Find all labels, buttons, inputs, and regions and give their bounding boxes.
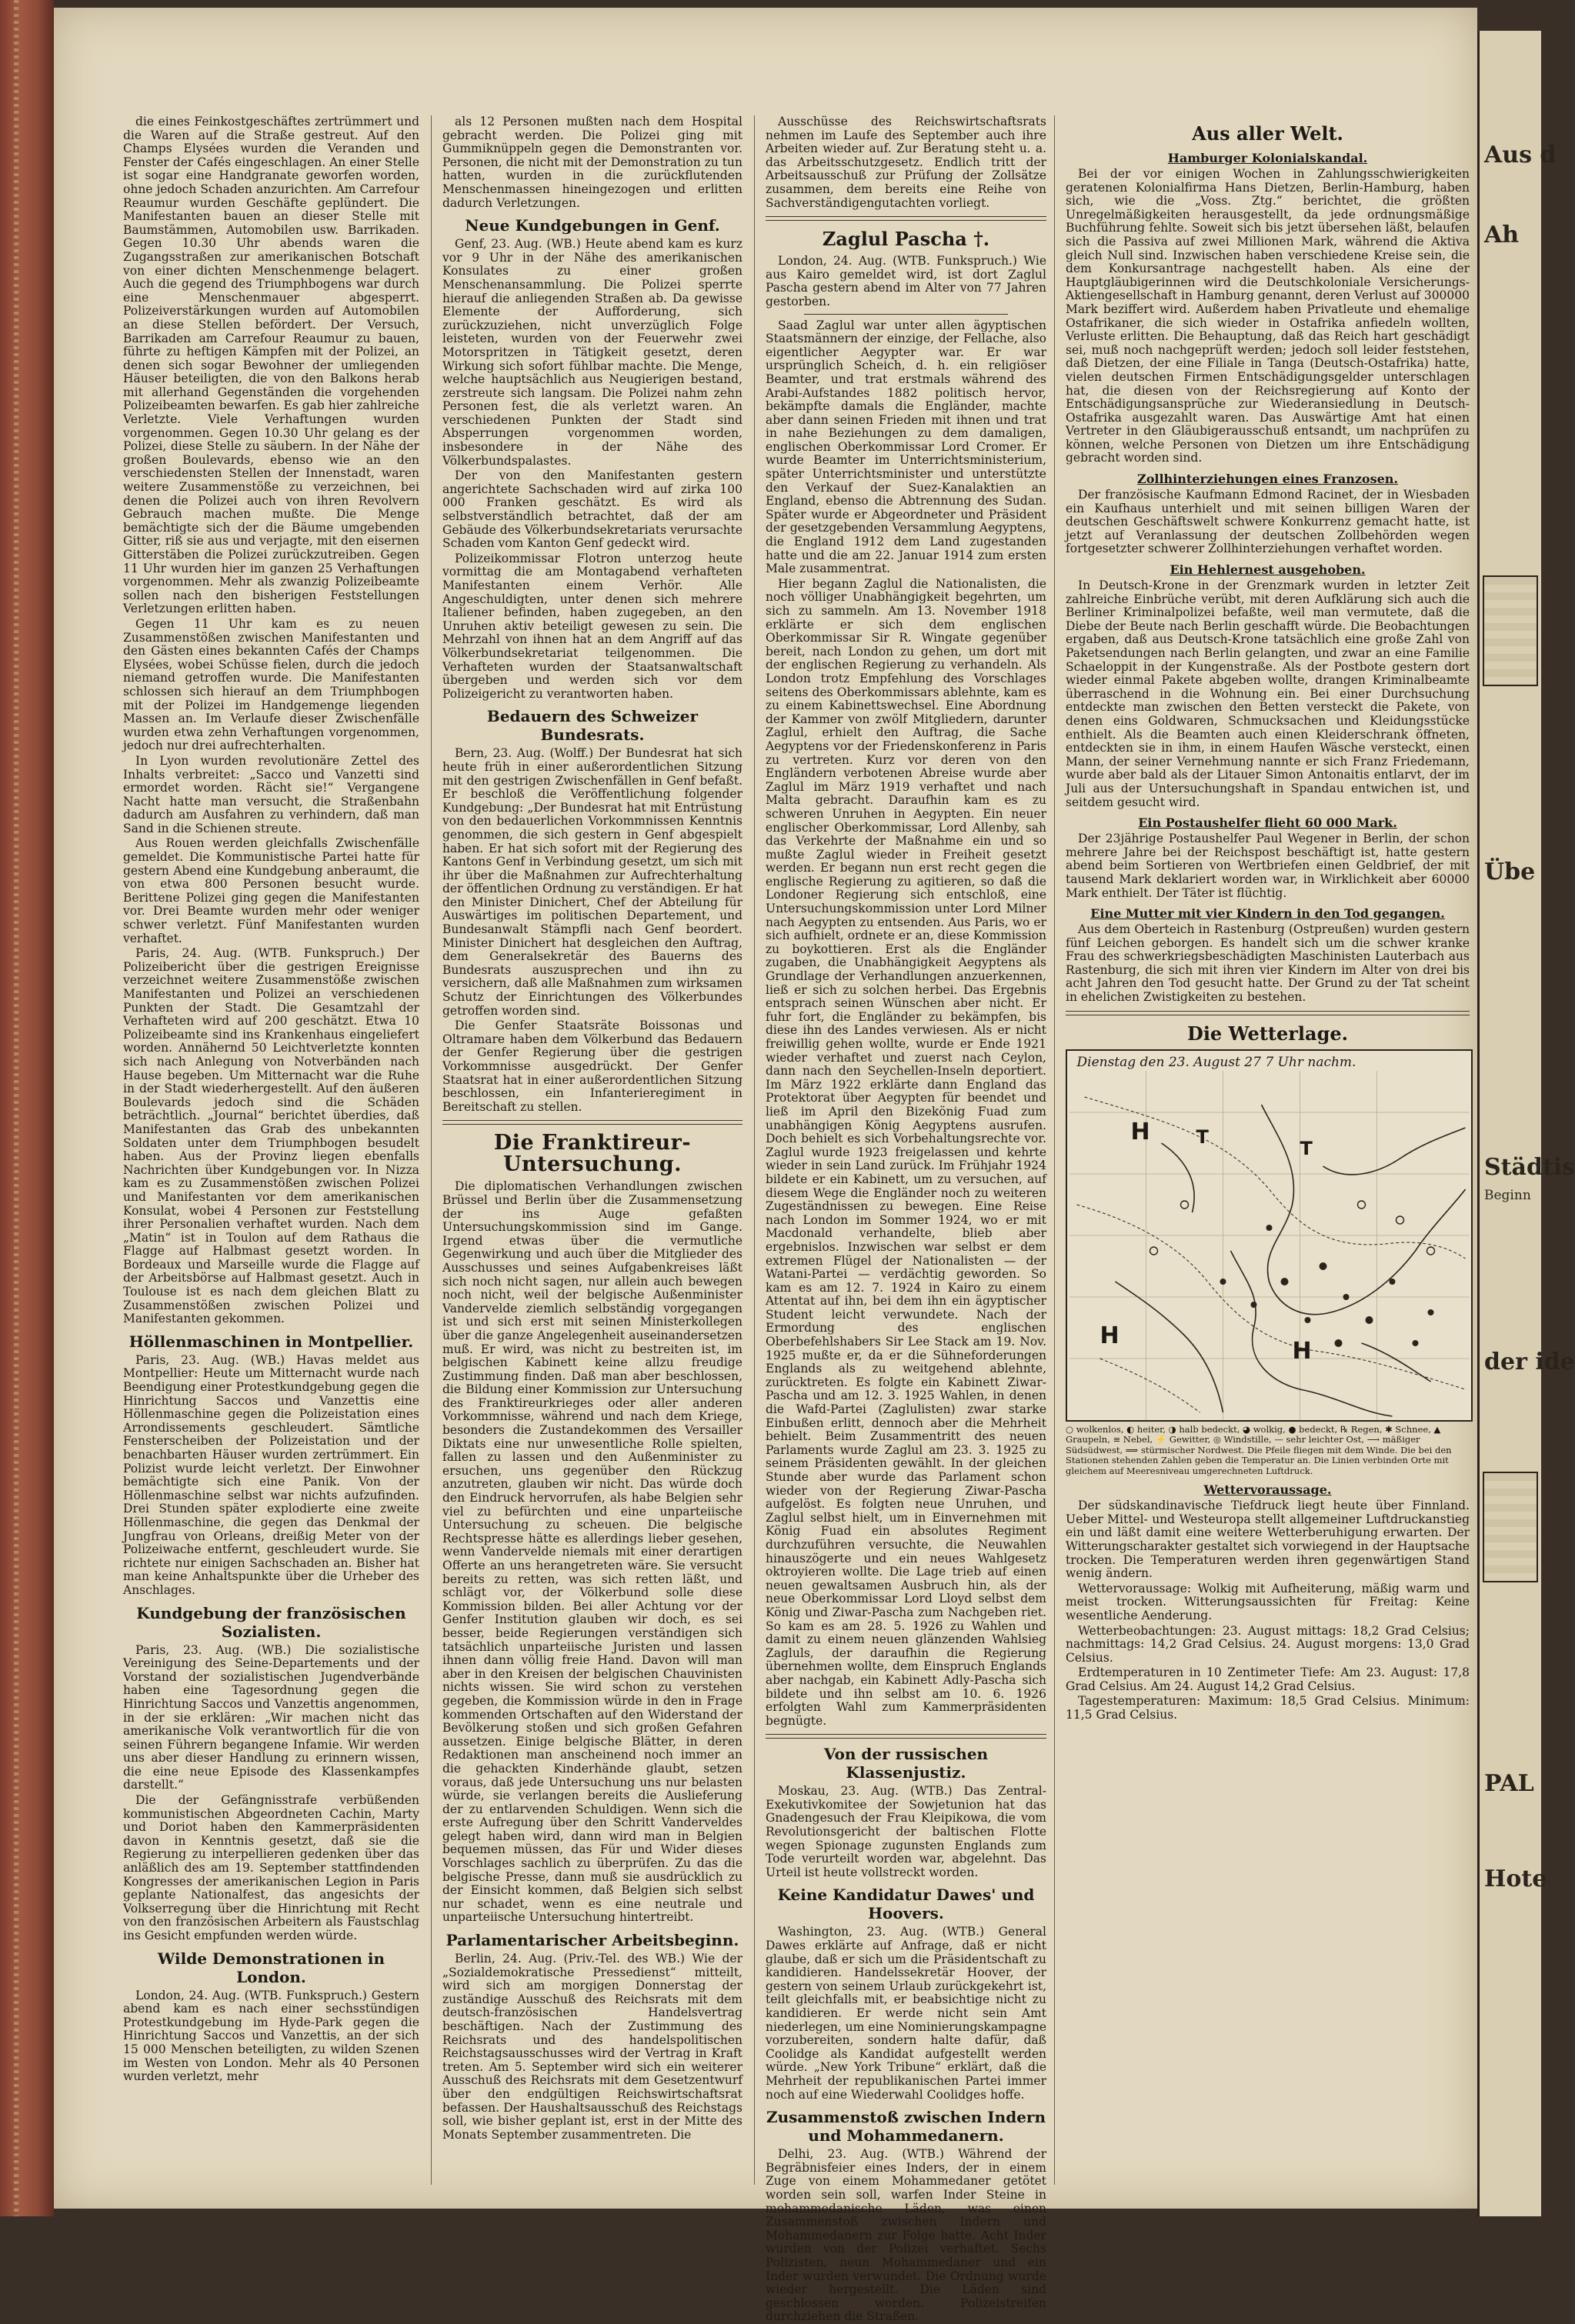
column-rule bbox=[754, 115, 755, 2185]
article-paragraph: Der 23jährige Postaushelfer Paul Wegener in Berlin, der schon mehrere Jahre bei der Reichspost beschäftigt ist, hatte gestern abend beim Sortieren von Wertbriefen einen Geldbrief, der mit tausend Mark deklariert worden war, in Wirklichkeit aber 60000 Mark enthielt. Der Täter ist flüchtig. bbox=[1066, 832, 1470, 900]
article-paragraph: Die diplomatischen Verhandlungen zwischen Brüssel und Berlin über die Zusammensetzung der ins Auge gefaßten Untersuchungskommission sind im Gange. Irgend etwas über die vermutliche Gegenwirkung und auch über die Mitglieder des Ausschusses und seines Aufgabenkreises läßt sich noch nicht sagen, nur allein auch bewegen noch nicht, weil der belgische Außenminister Vandervelde ziemlich selbständig vorgegangen ist und sich erst mit seinen Ministerkollegen über die ganze Angelegenheit auseinandersetzen muß. Er wird, was nicht zu bestreiten ist, im belgischen Kabinett keine allzu freudige Zustimmung finden. Daß man aber beschlossen, die Bildung einer Kommission zur Untersuchung des Franktireurkrieges oder aller anderen Vorkommnisse, während und nach dem Kriege, besonders die Zustandekommen des Versailler Diktats eine nur unwesentliche Rolle spielten, fallen zu lassen und den Außenminister zu ersuchen, uns gegenüber den Rückzug anzutreten, glauben wir nicht. Das würde doch den Eindruck hervorrufen, als habe Belgien sehr viel zu befürchten und eine unparteiische Untersuchung zu scheuen. Die belgische Rechtspresse hätte es allerdings lieber gesehen, wenn Vandervelde niemals mit einer derartigen Offerte an uns herangetreten wäre. Sie versucht bereits zu retten, was sich retten läßt, und schlägt vor, der Völkerbund solle diese Kommission bilden. Bei aller Achtung vor der Genfer Institution glauben wir doch, es sei besser, beide Regierungen verständigen sich tatsächlich unparteiische Juristen und lassen ihnen dann völlig freie Hand. Davon will man aber in den Kreisen der belgischen Chauvinisten nichts wissen. Sie wird schon zu verstehen gegeben, die Kommission würde in den in Frage kommenden Ortschaften auf den Widerstand der Bevölkerung stoßen und sich großen Gefahren aussetzen. Einige belgische Blätter, in deren Redaktionen man anscheinend noch immer an die gehackten Kinderhände glaubt, setzen voraus, daß jede Untersuchung uns nur belasten würde, sie verlangen bereits die Auslieferung der zu entlarvenden Schuldigen. Wenn sich die erste Aufregung über den Schritt Vanderveldes gelegt haben wird, dann wird man in Belgien bequemen müssen, das Für und Wider dieses Vorschlages sachlich zu überprüfen. Zu das die belgische Presse, dann muß sie ausdrücklich zu der Einsicht kommen, daß Belgien sich selbst nur schadet, wenn es eine neutrale und unparteiische Untersuchung hintertreibt. bbox=[442, 1179, 742, 1925]
column-2 bbox=[442, 115, 742, 2192]
article-paragraph: Delhi, 23. Aug. (WTB.) Während der Begräbnisfeier eines Inders, der in einem Zuge von einem Mohammedaner getötet worden sein soll, warfen Inder Steine in mohammedanische Läden, was einen Zusammenstoß zwischen Indern und Mohammedanern zur Folge hatte. Acht Inder wurden von der Polizei verhaftet. Sechs Polizisten, neun Mohammedaner und ein Inder wurden verwundet. Die Ordnung wurde wieder hergestellt. Die Läden sind geschlossen worden. Polizeistreifen durchziehen die Straßen. bbox=[766, 2147, 1046, 2324]
headline: Zaglul Pascha †. bbox=[822, 228, 990, 251]
subheadline: Ein Hehlernest ausgehoben. bbox=[1170, 562, 1366, 578]
fragment-text: Hote bbox=[1484, 1866, 1547, 1892]
headline: Von der russischen Klassenjustiz. bbox=[823, 1745, 989, 1782]
article-paragraph: Wettervoraussage: Wolkig mit Aufheiterung, mäßig warm und meist trocken. Witterungsaussichten für Freitag: Keine wesentliche Aenderung. bbox=[1066, 1581, 1470, 1622]
article-paragraph: Die Genfer Staatsräte Boissonas und Oltramare haben dem Völkerbund das Bedauern der Genfer Regierung über die gestrigen Vorkommnisse ausgedrückt. Der Genfer Staatsrat hat in einer außerordentlichen Sitzung beschlossen, ein Infanterieregiment in Bereitschaft zu stellen. bbox=[442, 1019, 742, 1114]
article-paragraph: Saad Zaglul war unter allen ägyptischen Staatsmännern der einzige, der Fellache, also eigentlicher Aegypter war. Er war ursprünglich Scheich, d. h. ein religiöser Beamter, und trat erstmals während des Arabi-Aufstandes 1882 politisch hervor, bekämpfte damals die Engländer, machte aber dann seinen Frieden mit ihnen und trat in nahe Beziehungen zu dem damaligen, englischen Oberkommissar Lord Cromer. Er wurde Beamter im Unterrichtsministerium, später Unterrichtsminister und unterstützte den Verkauf der Suez-Kanalaktien an England, ebenso die Abtrennung des Sudan. Später wurde er Abgeordneter und Präsident der gesetzgebenden Versammlung Aegyptens, die England 1912 dem Land zugestanden hatte und die am 22. Januar 1914 zum ersten Male zusammentrat. bbox=[766, 318, 1046, 576]
article-paragraph: Moskau, 23. Aug. (WTB.) Das Zentral-Exekutivkomitee der Sowjetunion hat das Gnadengesuch der Frau Kleipikowa, die vom Revolutionsgericht der baltischen Flotte wegen Spionage zugunsten Englands zum Tode verurteilt worden war, abgelehnt. Das Urteil ist heute vollstreckt worden. bbox=[766, 1784, 1046, 1879]
divider bbox=[804, 314, 1008, 315]
fragment-text: Übe bbox=[1484, 859, 1536, 885]
map-low-marker: T bbox=[1196, 1125, 1209, 1148]
article-paragraph: Paris, 23. Aug. (WB.) Die sozialistische Vereinigung des Seine-Departements und der Vorstand der sozialistischen Jugendverbände haben eine Tagesordnung gegen die Hinrichtung Saccos und Vanzettis angenommen, in der sie erklären: „Wir machen nicht das amerikanische Volk verantwortlich für die von seinen Führern begangene Infamie. Wir werden uns aber dieser Handlung zu erinnern wissen, die eine neue Episode des Klassenkampfes darstellt.“ bbox=[123, 1642, 419, 1792]
article-paragraph: Der südskandinavische Tiefdruck liegt heute über Finnland. Ueber Mittel- und Westeuropa stellt allgemeiner Luftdruckanstieg ein und läßt damit eine weitere Wetterberuhigung erwarten. Der Witterungscharakter gestaltet sich vorwiegend in der Hauptsache trocken. Die Temperaturen werden ihren gegenwärtigen Stand wenig ändern. bbox=[1066, 1499, 1470, 1581]
section-divider bbox=[1066, 1011, 1470, 1015]
headline: Wilde Demonstrationen in London. bbox=[157, 1949, 385, 1986]
article-paragraph: Hier begann Zaglul die Nationalisten, die noch völliger Unabhängigkeit begehrten, um sich zu sammeln. Am 13. November 1918 erklärte er sich dem englischen Oberkommissar Sir R. Wingate gegenüber bereit, nach London zu gehen, um dort mit der englischen Regierung zu verhandeln. Als London trotz Empfehlung des Vorschlages seitens des Oberkommissars ablehnte, kam es zu einem Kabinettswechsel. Eine Abordnung der Kammer von zwölf Mitgliedern, darunter Zaglul, erhielt den Auftrag, die Sache Aegyptens vor der Friedenskonferenz in Paris zu vertreten. Kurz vor deren von den Engländern verbotenen Abreise wurde aber Zaglul im März 1919 verhaftet und nach Malta gebracht. Daraufhin kam es zu schweren Unruhen in Aegypten. Ein neuer englischer Oberkommissar, Lord Allenby, sah das Verkehrte der Maßnahme ein und so mußte Zaglul wieder in Freiheit gesetzt werden. Er begann nun erst recht gegen die englische Regierung zu agitieren, so daß die Londoner Regierung sich entschloß, eine Untersuchungskommission unter Lord Milner nach Aegypten zu entsenden. Aus Paris, wo er sich aufhielt, ordnete er an, diese Kommission zu boykottieren. Erst als die Engländer zugaben, die Unabhängigkeit Aegyptens als Grundlage der Verhandlungen anzuerkennen, ließ er sich zu solchen herbei. Das Ergebnis entsprach seinen Wünschen aber nicht. Er fuhr fort, die Engländer zu bekämpfen, bis diese ihn des Landes verwiesen. Als er nicht freiwillig gehen wollte, wurde er Ende 1921 wieder verhaftet und zuerst nach Ceylon, dann nach den Seychellen-Inseln deportiert. Im März 1922 erklärte dann England das Protektorat über Aegypten für beendet und ließ im April den Bizekönig Fuad zum unabhängigen König Aegyptens ausrufen. Doch behielt es sich Vorbehaltungsrechte vor. Zaglul wurde 1923 freigelassen und kehrte wieder in sein Land zurück. Im Frühjahr 1924 bildete er ein Kabinett, um zu versuchen, auf diesem Wege die Engländer noch zu weiteren Zugeständnissen zu bewegen. Eine Reise nach London im Sommer 1924, wo er mit Macdonald verhandelte, blieb aber ergebnislos. Inzwischen war selbst er dem extremen Flügel der Nationalisten — der Watani-Partei — verdächtig geworden. So kam es am 12. 7. 1924 in Kairo zu einem Attentat auf ihn, bei dem ihn ein ägyptischer Student leicht verwundete. Nach der Ermordung des englischen Oberbefehlshabers Sir Lee Stack am 19. Nov. 1925 mußte er, da er die Sühneforderungen Englands als zu weitgehend ablehnte, zurücktreten. Es folgte ein Kabinett Ziwar-Pascha und am 12. 3. 1925 Wahlen, in denen die Wafd-Partei (Zaglulisten) zwar starke Einbußen erlitt, dennoch aber die Mehrheit behielt. Beim Zusammentritt des neuen Parlaments wurde Zaglul am 23. 3. 1925 zu seinem Präsidenten gewählt. In der gleichen Stunde aber wurde das Parlament schon wieder von der Regierung Ziwar-Pascha aufgelöst. Es folgten neue Unruhen, und Zaglul selbst hielt, um in Einvernehmen mit König Fuad ein absolutes Regiment durchzuführen versuchte, die Neuwahlen hinauszögerte und ein neues Wahlgesetz oktroyieren wollte. Die Lage trieb auf einen neuen gewaltsamen Ausbruch hin, als der neue Oberkommissar Lord Lloyd selbst dem König und Ziwar-Pascha zum Nachgeben riet. So kam es am 28. 5. 1926 zu Wahlen und damit zu einem neuen glänzenden Wahlsieg Zagluls, der daraufhin die Regierung übernehmen wollte, dem Einspruch Englands aber nachgab, ein Kabinett Adly-Pascha sich bildete und ihn selbst am 10. 6. 1926 erfolgten Wahl zum Kammerpräsidenten begnügte. bbox=[766, 576, 1046, 1728]
column-4 bbox=[1066, 115, 1470, 2192]
column-3 bbox=[766, 115, 1046, 2324]
adjacent-page-edge bbox=[1477, 31, 1575, 2216]
article-paragraph: Paris, 23. Aug. (WB.) Havas meldet aus Montpellier: Heute um Mitternacht wurde nach Beendigung einer Protestkundgebung gegen die Hinrichtung Saccos und Vanzettis eine Höllenmaschine gegen die Polizeistation eines Arrondissements geschleudert. Sämtliche Fensterscheiben der Polizeistation und der benachbarten Häuser wurden zertrümmert. Ein Polizist wurde leicht verletzt. Der Einwohner bemächtigte sich eine Panik. Von der Höllenmaschine selbst war nichts aufzufinden. Drei Stunden später explodierte eine zweite Höllenmaschine, die gegen das Denkmal der Jungfrau von Orleans, dreißig Meter von der Polizeiwache entfernt, geschleudert wurde. Sie richtete nur einigen Sachschaden an. Bisher hat man keine Anhaltspunkte über die Urheber des Anschlages. bbox=[123, 1352, 419, 1597]
article-paragraph: die eines Feinkostgeschäftes zertrümmert und die Waren auf die Straße gestreut. Auf den Champs Elysées wurden die Veranden und Fenster der Cafés eingeschlagen. An einer Stelle ist sogar eine Handgranate geworfen worden, ohne jedoch Schaden anzurichten. Am Carrefour Reaumur wurden Geschäfte geplündert. Die Manifestanten bauen an dieser Stelle mit Baumstämmen, Automobilen usw. Barrikaden. Gegen 10.30 Uhr abends waren die Zugangsstraßen zur amerikanischen Botschaft von einer dichten Menschenmenge belagert. Auch die gegend des Triumphbogens war durch eine Menschenmauer abgesperrt. Polizeiverstärkungen wurden auf Automobilen an diese Stellen befördert. Der Versuch, Barrikaden am Carrefour Reaumur zu bauen, führte zu heftigen Kämpfen mit der Polizei, an denen sich sogar Bewohner der umliegenden Häuser beteiligten, die von den Balkons herab mit allerhand Gegenständen die vorgehenden Polizeibeamten bewarfen. Es gab hier zahlreiche Verletzte. Viele Verhaftungen wurden vorgenommen. Gegen 10.30 Uhr gelang es der Polizei, diese Stelle zu säubern. In der Nähe der großen Boulevards, ebenso wie an den verschiedensten Stellen der Innenstadt, waren weitere Zusammenstöße zu verzeichnen, bei denen die Polizei auch von ihren Revolvern Gebrauch machen mußte. Die Menge bemächtigte sich der die Bäume umgebenden Gitter, riß sie aus und verjagte, mit den eisernen Gitterstäben die Polizei zurückzutreiben. Gegen 11 Uhr wurden hier im ganzen 25 Verhaftungen vorgenommen. Mehr als zwanzig Polizeibeamte sollen nach den bisherigen Feststellungen Verletzungen erlitten haben. bbox=[123, 115, 419, 616]
map-high-marker: H bbox=[1130, 1118, 1150, 1145]
article-paragraph: Paris, 24. Aug. (WTB. Funkspruch.) Der Polizeibericht über die gestrigen Ereignisse verzeichnet weitere Zusammenstöße zwischen Manifestanten und Polizei an verschiedenen Punkten der Stadt. Die Gesamtzahl der Verhafteten wird auf 200 geschätzt. Etwa 10 Polizeibeamte sind ins Krankenhaus eingeliefert worden. Annähernd 50 Leichtverletzte konnten sich nach Anlegung von Notverbänden nach Hause begeben. Um Mitternacht war die Ruhe in der Stadt wiederhergestellt. Auf den äußeren Boulevards jedoch sind die Schäden beträchtlich. „Journal“ berichtet überdies, daß Manifestanten das Grab des unbekannten Soldaten unter dem Triumphbogen besudelt haben. Aus der Provinz liegen ebenfalls Nachrichten über Kundgebungen vor. In Nizza kam es zu Zusammenstößen zwischen Polizei und Manifestanten vor dem amerikanischen Konsulat, wobei 4 Personen zur Feststellung ihrer Personalien verhaftet wurden. Nach dem „Matin“ ist in Toulon auf dem Rathaus die Flagge auf Halbmast gesetzt worden. In Bordeaux und Marseille wurde die Flagge auf der Arbeitsbörse auf Halbmast gesetzt. Auch in Toulouse ist es nach dem gleichen Blatt zu Zusammenstößen zwischen Polizei und Manifestanten gekommen. bbox=[123, 946, 419, 1326]
book-binding bbox=[0, 0, 54, 2216]
fragment-text: Städtis bbox=[1484, 1154, 1575, 1181]
column-rule bbox=[431, 115, 432, 2185]
article-paragraph: als 12 Personen mußten nach dem Hospital gebracht werden. Die Polizei ging mit Gummiknüppeln gegen die Demonstranten vor. Personen, die nicht mit der Demonstration zu tun hatten, wurden in die zurückflutenden Menschenmassen hineingezogen und erlitten dadurch Verletzungen. bbox=[442, 115, 742, 210]
column-rule bbox=[1054, 115, 1055, 2185]
article-paragraph: Der von den Manifestanten gestern angerichtete Sachschaden wird auf zirka 100 000 Franken geschätzt. Es wird als selbstverständlich betrachtet, daß der am Gebäude des Völkerbundsekretariats verursachte Schaden vom Kanton Genf gedeckt wird. bbox=[442, 468, 742, 551]
fragment-text: PAL bbox=[1484, 1770, 1534, 1797]
fragment-text: Aus d bbox=[1484, 142, 1557, 168]
weather-map-drawing bbox=[1067, 1051, 1471, 1420]
article-paragraph: In Deutsch-Krone in der Grenzmark wurden in letzter Zeit zahlreiche Einbrüche verübt, mit deren Aufklärung sich auch die Berliner Kriminalpolizei befaßte, weil man vermutete, daß die Diebe der Beute nach Berlin geschafft würde. Die Beobachtungen ergaben, daß aus Deutsch-Krone tatsächlich eine große Zahl von Paketsendungen nach Berlin gelangten, und zwar an eine Familie Schaeloppit in der Kungenstraße. Als der Postbote gestern dort wieder einmal Pakete abgeben wollte, drangen Kriminalbeamte überraschend in die Wohnung ein. Bei einer Durchsuchung entdeckte man zwischen den Betten versteckt die Pakete, von denen eins Goldwaren, Schmucksachen und Kleidungsstücke enthielt. Als die Beamten auch einen Kleiderschrank öffneten, entdeckten sie in ihm, in einem Haufen Wäsche versteckt, einen Mann, der seiner Vernehmung nannte er sich Franz Friedemann, wurde aber bald als der Litauer Simon Antonaitis entlarvt, der im Juli aus der Untersuchungshaft in Spandau entwichen ist, und seitdem gesucht wird. bbox=[1066, 578, 1470, 809]
article-paragraph: Washington, 23. Aug. (WTB.) General Dawes erklärte auf Anfrage, daß er nicht glaube, daß er sich um die Präsidentschaft zu kandidieren. Handelssekretär Hoover, der gestern von seinem Urlaub zurückgekehrt ist, teilt gleichfalls mit, er beabsichtige nicht zu kandidieren. Er werde nicht sein Amt niederlegen, um eine Nominierungskampagne vorzubereiten, sondern halte dafür, daß Coolidge als Kandidat aufgestellt werden würde. „New York Tribune“ erklärt, daß die Mehrheit der republikanischen Partei immer noch auf eine Wiederwahl Coolidges hoffe. bbox=[766, 1925, 1046, 2102]
article-paragraph: Genf, 23. Aug. (WB.) Heute abend kam es kurz vor 9 Uhr in der Nähe des amerikanischen Konsulates zu einer großen Menschenansammlung. Die Polizei sperrte hierauf die anliegenden Straßen ab. Da gewisse Elemente der Aufforderung, sich zurückzuziehen, nicht unverzüglich Folge leisteten, wurden von der Feuerwehr zwei Motorspritzen in Tätigkeit gesetzt, deren Wirkung sich sofort fühlbar machte. Die Menge, welche hauptsächlich aus Neugierigen bestand, zerstreute sich langsam. Die Polizei nahm zehn Personen fest, die als verletzt waren. An verschiedenen Punkten der Stadt sind Absperrungen vorgenommen worden, insbesondere in der Nähe des Völkerbundspalastes. bbox=[442, 237, 742, 468]
article-paragraph: Aus Rouen werden gleichfalls Zwischenfälle gemeldet. Die Kommunistische Partei hatte für gestern Abend eine Kundgebung anberaumt, die von etwa 800 Personen besucht wurde. Berittene Polizei ging gegen die Manifestanten vor. Drei Beamte wurden mehr oder weniger schwer verletzt. Fünf Manifestanten wurden verhaftet. bbox=[123, 836, 419, 945]
headline: Die Franktireur-Untersuchung. bbox=[493, 1131, 692, 1177]
column-1 bbox=[123, 115, 419, 2192]
article-paragraph: Der französische Kaufmann Edmond Racinet, der in Wiesbaden ein Kaufhaus unterhielt und mit seinen billigen Waren der deutschen Geschäftswelt schwere Konkurrenz gemacht hatte, ist jetzt auf Veranlassung der deutschen Zollbehörden wegen fortgesetzter schwerer Zollhinterziehungen verhaftet worden. bbox=[1066, 488, 1470, 556]
fragment-text: der ide bbox=[1484, 1349, 1575, 1375]
legend-text: ○ wolkenlos, ◐ heiter, ◑ halb bedeckt, ◕ wolkig, ● bedeckt, ℞ Regen, ✱ Schnee, ▲ Graupeln, ≡ Nebel, ⚡ Gewitter, ◎ Windstille, — sehr leichter Ost, ⟶ mäßiger Südsüdwest, ⟹ stürmischer Nordwest. Die Pfeile fliegen mit dem Winde. Die bei den Stationen stehenden Zahlen geben die Temperatur an. Die Linien verbinden Orte mit gleichem auf Meeresniveau umgerechneten Luftdruck. bbox=[1066, 1423, 1452, 1476]
article-paragraph: Polizeikommissar Flotron unterzog heute vormittag die am Montagabend verhafteten Manifestanten einem Verhör. Alle Angeschuldigten, unter denen sich mehrere Italiener befinden, haben zugegeben, an den Unruhen aktiv beteiligt gewesen zu sein. Die Mehrzahl von ihnen hat an dem Angriff auf das Völkerbundsekretariat teilgenommen. Die Verhafteten wurden der Staatsanwaltschaft übergeben und werden sich vor dem Polizeigericht zu verantworten haben. bbox=[442, 551, 742, 701]
article-paragraph: Gegen 11 Uhr kam es zu neuen Zusammenstößen zwischen Manifestanten und den Gästen eines bekannten Cafés der Champs Elysées, wobei Schüsse fielen, durch die jedoch niemand getroffen wurde. Die Manifestanten schlossen sich hierauf an dem Triumphbogen mit der Polizei im Handgemenge liegenden Massen an. Im Verlaufe dieser Zwischenfälle wurden etwa zehn Verhaftungen vorgenommen, jedoch nur drei aufrechterhalten. bbox=[123, 616, 419, 753]
fragment-text: Beginn bbox=[1484, 1188, 1531, 1203]
section-divider bbox=[766, 216, 1046, 221]
ad-box bbox=[1483, 1472, 1538, 1582]
headline: Höllenmaschinen in Montpellier. bbox=[128, 1332, 414, 1351]
article-paragraph: Wetterbeobachtungen: 23. August mittags: 18,2 Grad Celsius; nachmittags: 14,2 Grad Celsius. 24. August morgens: 13,0 Grad Celsius. bbox=[1066, 1623, 1470, 1665]
weather-map bbox=[1066, 1049, 1473, 1422]
subheadline: Zollhinterziehungen eines Franzosen. bbox=[1137, 472, 1398, 487]
article-paragraph: Berlin, 24. Aug. (Priv.-Tel. des WB.) Wie der „Sozialdemokratische Pressedienst“ mitteilt, wird sich am morgigen Donnerstag der zuständige Ausschuß des Reichsrats mit dem deutsch-französischen Handelsvertrag beschäftigen. Nach der Zustimmung des Reichsrats und des handelspolitischen Reichstagsausschusses wird der Vertrag in Kraft treten. Am 5. September wird sich ein weiterer Ausschuß des Reichsrats mit dem Gesetzentwurf über den endgültigen Reichswirtschaftsrat befassen. Der Haushaltsausschuß des Reichstags soll, wie bisher geplant ist, erst in der Mitte des Monats September zusammentreten. Die bbox=[442, 1952, 742, 2142]
fragment-text: Ah bbox=[1484, 222, 1520, 248]
map-high-marker: H bbox=[1099, 1322, 1120, 1349]
map-title: Dienstag den 23. August 27 7 Uhr nachm. bbox=[1076, 1054, 1356, 1070]
headline: Kundgebung der französischen Sozialisten. bbox=[136, 1603, 406, 1641]
article-paragraph: Aus dem Oberteich in Rastenburg (Ostpreußen) wurden gestern fünf Leichen geborgen. Es handelt sich um die schwer kranke Frau des schwerkriegsbeschädigten Maschinisten Lauterbach aus Rastenburg, die sich mit ihren vier Kindern im Alter von drei bis acht Jahren den Tod gesucht hatte. Der Grund zu der Tat scheint in ehelichen Zwistigkeiten zu bestehen. bbox=[1066, 922, 1470, 1005]
headline: Bedauern des Schweizer Bundesrats. bbox=[486, 707, 699, 745]
article-paragraph: In Lyon wurden revolutionäre Zettel des Inhalts verbreitet: „Sacco und Vanzetti sind ermordet worden. Rächt sie!“ Vergangene Nacht hatte man versucht, die Straßenbahn dadurch am Ausfahren zu verhindern, daß man Sand in die Schienen streute. bbox=[123, 753, 419, 835]
headline: Zusammenstoß zwischen Indern und Mohammedanern. bbox=[766, 2108, 1046, 2146]
subheadline: Ein Postaushelfer flieht 60 000 Mark. bbox=[1138, 815, 1397, 831]
section-divider bbox=[766, 1734, 1046, 1739]
subheadline: Wettervoraussage. bbox=[1203, 1482, 1332, 1498]
weather-map-legend bbox=[1066, 1425, 1470, 1477]
section-divider bbox=[442, 1120, 742, 1125]
map-low-marker: T bbox=[1300, 1137, 1313, 1159]
map-high-marker: H bbox=[1292, 1337, 1312, 1365]
article-paragraph: Ausschüsse des Reichswirtschaftsrats nehmen im Laufe des September auch ihre Arbeiten wieder auf. Zur Beratung steht u. a. das Arbeitsschutzgesetz. Endlich tritt der Arbeitsausschuß zur Prüfung der Zollsätze zusammen, dem bereits eine Reihe von Sachverständigengutachten vorliegt. bbox=[766, 115, 1046, 210]
article-paragraph: Die der Gefängnisstrafe verbüßenden kommunistischen Abgeordneten Cachin, Marty und Doriot haben den Kammerpräsidenten davon in Kenntnis gesetzt, daß sie die Regierung zu interpellieren gedenken über das anläßlich des am 19. September stattfindenden Kongresses der amerikanischen Legion in Paris geplante Nationalfest, das angesichts der Volkserregung über die Hinrichtung mit Recht von den französischen Arbeitern als Faustschlag ins Gesicht empfunden werden würde. bbox=[123, 1793, 419, 1942]
headline: Neue Kundgebungen in Genf. bbox=[465, 216, 720, 235]
article-paragraph: London, 24. Aug. (WTB. Funkspruch.) Gestern abend kam es nach einer sechsstündigen Protestkundgebung im Hyde-Park gegen die Hinrichtung Saccos und Vanzettis, an der sich 15 000 Menschen beteiligten, zu wilden Szenen im Westen von London. Mehr als 40 Personen wurden verletzt, mehr bbox=[123, 1988, 419, 2084]
article-paragraph: London, 24. Aug. (WTB. Funkspruch.) Wie aus Kairo gemeldet wird, ist dort Zaglul Pascha gestern abend im Alter von 77 Jahren gestorben. bbox=[766, 254, 1046, 308]
subheadline: Hamburger Kolonialskandal. bbox=[1167, 151, 1368, 165]
article-paragraph: Tagestemperaturen: Maximum: 18,5 Grad Celsius. Minimum: 11,5 Grad Celsius. bbox=[1066, 1694, 1470, 1722]
section-title: Aus aller Welt. bbox=[1192, 122, 1343, 145]
article-paragraph: Bern, 23. Aug. (Wolff.) Der Bundesrat hat sich heute früh in einer außerordentlichen Sitzung mit den gestrigen Zwischenfällen in Genf befaßt. Er beschloß die Veröffentlichung folgender Kundgebung: „Der Bundesrat hat mit Entrüstung von den bedauerlichen Vorkommnissen Kenntnis genommen, die sich gestern in Genf abgespielt haben. Er hat sich sofort mit der Regierung des Kantons Genf in Verbindung gesetzt, um sich mit ihr über die Maßnahmen zur Aufrechterhaltung der öffentlichen Ordnung zu verständigen. Er hat den Minister Dinichert, Chef der Abteilung für Auswärtiges im politischen Departement, und Bundesanwalt Stämpfli nach Genf beordert. Minister Dinichert hat desgleichen den Auftrag, dem Generalsekretär des Bauerns des Bundesrats auszusprechen und ihn zu versichern, daß alle Maßnahmen zum wirksamen Schutz der Einrichtungen des Völkerbundes getroffen worden sind. bbox=[442, 746, 742, 1018]
headline: Parlamentarischer Arbeitsbeginn. bbox=[445, 1931, 739, 1950]
subheadline: Eine Mutter mit vier Kindern in den Tod gegangen. bbox=[1090, 906, 1445, 922]
section-title: Die Wetterlage. bbox=[1187, 1022, 1348, 1045]
headline: Keine Kandidatur Dawes' und Hoovers. bbox=[777, 1886, 1035, 1923]
article-paragraph: Erdtemperaturen in 10 Zentimeter Tiefe: Am 23. August: 17,8 Grad Celsius. Am 24. August 14,2 Grad Celsius. bbox=[1066, 1665, 1470, 1693]
ad-box bbox=[1483, 575, 1538, 686]
article-paragraph: Bei der vor einigen Wochen in Zahlungsschwierigkeiten geratenen Kolonialfirma Hans Dietzen, Berlin-Hamburg, haben sich, wie die „Voss. Ztg.“ berichtet, die größten Unregelmäßigkeiten herausgestellt, da jede ordnungsmäßige Buchführung fehlte. Soweit sich bis jetzt übersehen läßt, belaufen sich die Passiva auf zwei Millionen Mark, während die Aktiva gleich Null sind. Inzwischen haben verschiedene Kreise sein, die dem Konkursantrage nachgestellt haben. Als eine der Hauptgläubigerinnen wird die Deutschkoloniale Versicherungs-Aktiengesellschaft in Hamburg genannt, deren Verlust auf 300000 Mark beziffert wird. Außerdem haben Privatleute und ehemalige Ostafrikaner, die sich wieder in Ostafrika anfiedeln wollten, Verluste erlitten. Die Behauptung, daß das Reich hart geschädigt sei, muß noch nachgeprüft werden; jedoch soll leider feststehen, daß Dietzen, der eine Filiale in Tanga (Deutsch-Ostafrika) hatte, vielen deutschen Firmen Entschädigungsgelder unterschlagen hat, die diesen von der Reichsregierung auf Konto der Entschädigungsansprüche zur Wiederansiedlung in Deutsch-Ostafrika ausgezahlt waren. Das Auswärtige Amt hat einen Vertreter in den Gläubigerausschuß entsandt, um nachprüfen zu können, welche Personen von Dietzen um ihre Entschädigung gebracht worden sind. bbox=[1066, 167, 1470, 465]
